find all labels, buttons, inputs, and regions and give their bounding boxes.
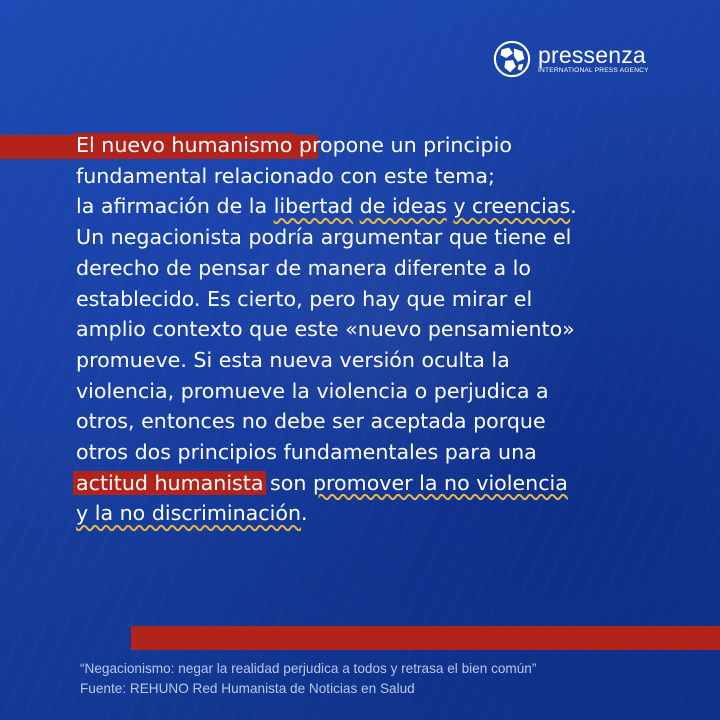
body-line-13: [76, 498, 696, 529]
body-line-10: otros, entonces no debe ser aceptada porque: [76, 409, 546, 434]
highlight-actitud-humanista: actitud humanista: [73, 471, 266, 495]
punctuation: .: [570, 194, 577, 219]
body-line-1: [76, 130, 696, 161]
punctuation: .: [301, 501, 308, 526]
body-text-segment: la afirmación de la: [76, 194, 274, 219]
brand-name: pressenza: [538, 41, 646, 68]
body-text-segment: propone un principio: [292, 133, 512, 157]
body-line-3: [76, 191, 696, 222]
body-text-segment: son: [263, 470, 313, 495]
accent-bar-bottom: [131, 626, 720, 650]
body-line-4: Un negacionista podría argumentar que tiene el: [76, 225, 572, 250]
highlight-nuevo-humanismo: El nuevo humanismo: [73, 133, 295, 157]
underline-de-ideas: de ideas: [359, 194, 447, 219]
body-line-6: establecido. Es cierto, pero hay que mirar el: [76, 286, 533, 311]
pressenza-logo: [493, 40, 649, 78]
underline-promover-no-violencia: promover la no violencia: [312, 470, 568, 495]
globe-icon: [493, 40, 531, 78]
underline-libertad: libertad: [273, 194, 354, 219]
caption-quote: “Negacionismo: negar la realidad perjudica a todos y retrasa el bien común”: [80, 661, 537, 676]
body-line-2: fundamental relacionado con este tema;: [76, 163, 495, 188]
underline-y-creencias: y creencias: [453, 194, 571, 219]
quote-body: [76, 130, 696, 529]
body-line-11: otros dos principios fundamentales para una: [76, 440, 537, 465]
body-line-8: promueve. Si esta nueva versión oculta la: [76, 347, 510, 372]
body-line-12: [76, 468, 696, 499]
logo-wordmark: [538, 41, 649, 75]
underline-no-discriminacion: y la no discriminación: [76, 501, 302, 526]
body-line-9: violencia, promueve la violencia o perjudica a: [76, 378, 549, 403]
body-line-7: amplio contexto que este «nuevo pensamiento»: [76, 317, 575, 342]
caption: [80, 659, 700, 699]
body-line-5: derecho de pensar de manera diferente a lo: [76, 255, 531, 280]
brand-tagline: INTERNATIONAL PRESS AGENCY: [538, 66, 649, 74]
caption-source: Fuente: REHUNO Red Humanista de Noticias en Salud: [80, 681, 415, 696]
